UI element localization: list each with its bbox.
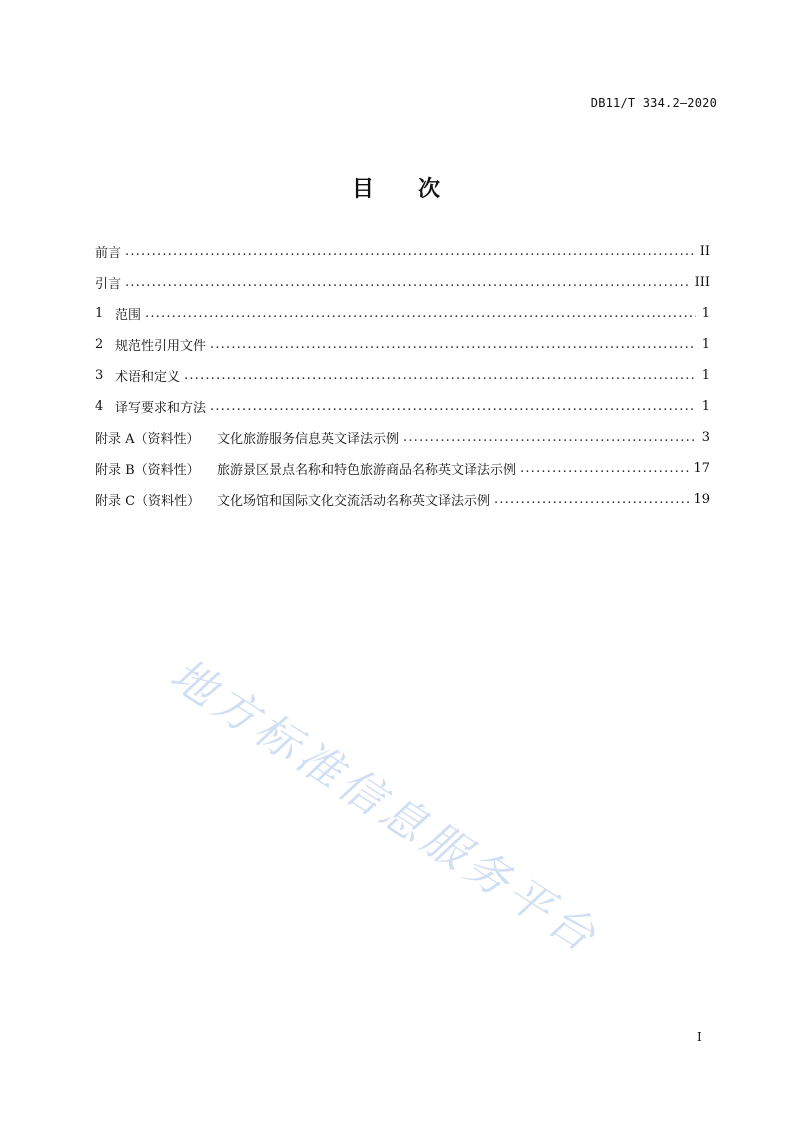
toc-entry-number: 2 [95, 337, 104, 352]
toc-entry-page: 3 [701, 430, 710, 445]
toc-leader-dots [494, 492, 689, 507]
toc-entry-scope[interactable] [95, 298, 710, 329]
toc-entry-title: 文化场馆和国际文化交流活动名称英文译法示例 [217, 494, 491, 509]
toc-leader-dots [145, 306, 696, 321]
toc-entry-page: 1 [701, 368, 710, 383]
toc-entry-foreword[interactable] [95, 236, 710, 267]
toc-entry-page: 17 [693, 461, 710, 476]
toc-entry-page: 1 [701, 337, 710, 352]
toc-leader-dots [520, 461, 689, 476]
watermark-text: 地方标准信息服务平台 [161, 649, 609, 965]
toc-entry-title: 术语和定义 [115, 370, 181, 385]
toc-entry-appendix-b[interactable] [95, 453, 710, 484]
toc-entry-page: 1 [701, 306, 710, 321]
toc-entry-number: 附录 A（资料性） [95, 432, 200, 447]
toc-leader-dots [125, 275, 691, 290]
toc-leader-dots [210, 337, 696, 352]
toc-entry-number: 附录 B（资料性） [95, 463, 200, 478]
toc-leader-dots [184, 368, 696, 383]
toc-heading-char-1: 目 [351, 177, 374, 202]
document-code: DB11/T 334.2—2020 [590, 96, 717, 110]
toc-entry-page: 1 [701, 399, 710, 414]
toc-entry-title: 引言 [95, 277, 122, 292]
toc-entry-normative-references[interactable] [95, 329, 710, 360]
toc-leader-dots [403, 430, 696, 445]
toc-entry-appendix-c[interactable] [95, 484, 710, 515]
toc-entry-introduction[interactable] [95, 267, 710, 298]
toc-entry-translation-requirements[interactable] [95, 391, 710, 422]
toc-list [95, 236, 710, 515]
toc-heading [0, 172, 792, 203]
toc-entry-title: 译写要求和方法 [115, 401, 207, 416]
toc-entry-number: 1 [95, 306, 104, 321]
toc-heading-char-2: 次 [418, 177, 441, 202]
toc-entry-appendix-a[interactable] [95, 422, 710, 453]
toc-entry-terms-definitions[interactable] [95, 360, 710, 391]
toc-entry-title: 规范性引用文件 [115, 339, 207, 354]
toc-entry-title: 文化旅游服务信息英文译法示例 [217, 432, 400, 447]
toc-entry-number: 3 [95, 368, 104, 383]
toc-entry-page: II [699, 244, 710, 259]
toc-entry-title: 前言 [95, 246, 122, 261]
page-number: I [697, 1030, 702, 1044]
toc-entry-title: 旅游景区景点名称和特色旅游商品名称英文译法示例 [217, 463, 517, 478]
toc-leader-dots [125, 244, 696, 259]
toc-entry-number: 附录 C（资料性） [95, 494, 201, 509]
toc-leader-dots [210, 399, 696, 414]
toc-entry-page: 19 [693, 492, 710, 507]
toc-entry-number: 4 [95, 399, 104, 414]
toc-entry-page: III [694, 275, 710, 290]
toc-entry-title: 范围 [115, 308, 142, 323]
